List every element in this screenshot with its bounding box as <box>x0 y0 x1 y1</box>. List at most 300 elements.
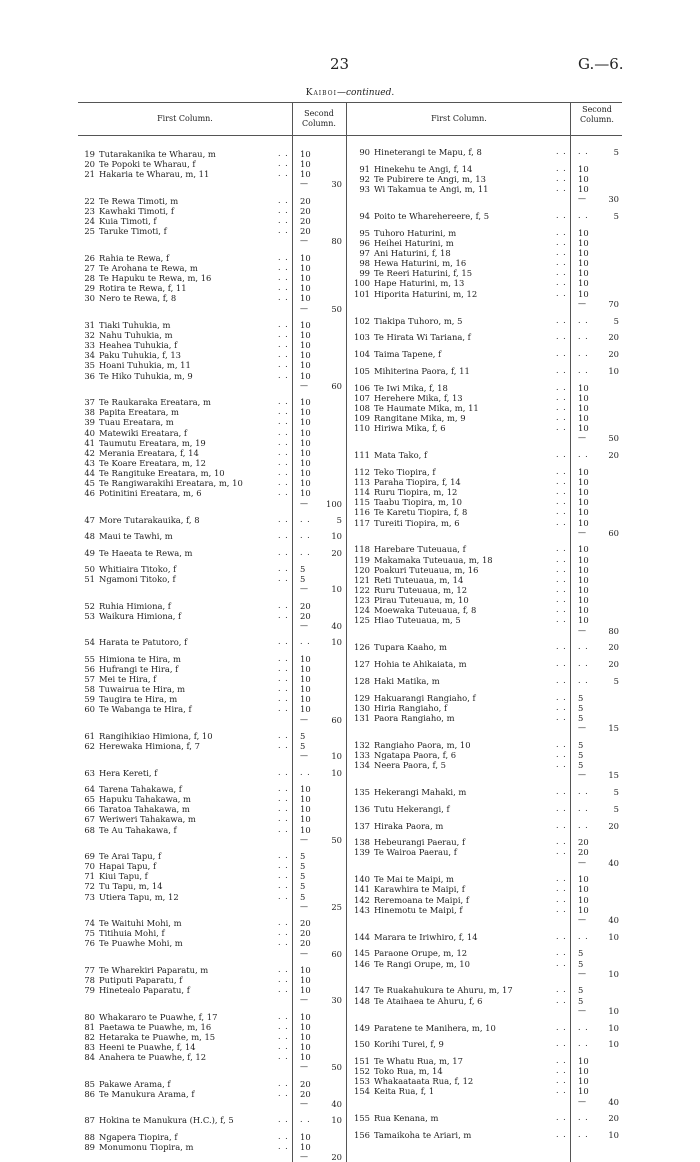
leader-dots: . . <box>556 894 567 904</box>
leader-dots: . . <box>556 365 567 375</box>
list-item <box>78 804 190 814</box>
leader-dots: . . <box>278 417 289 427</box>
second-column-value: 10 <box>578 564 589 575</box>
second-column-value: 10 <box>300 824 311 835</box>
subtitle-continued: —continued. <box>336 88 395 98</box>
entry-number: 110 <box>354 423 370 434</box>
list-item <box>78 1032 215 1042</box>
second-column-value: 10 <box>300 397 311 408</box>
entry-number: 74 <box>84 918 95 929</box>
leader-dots: . . <box>278 1052 289 1062</box>
list-item <box>78 861 156 871</box>
leader-dots: . . <box>578 210 589 220</box>
entry-name: Hinekehu te Angi, f, 14 <box>374 163 473 174</box>
entry-number: 60 <box>84 704 95 715</box>
leader-dots: . . <box>278 653 289 663</box>
list-item <box>348 268 472 278</box>
entry-number: 112 <box>354 466 370 477</box>
entry-name: Hoani Tuhukia, m, 11 <box>99 360 191 371</box>
entry-number: 142 <box>354 894 370 905</box>
sum-rule: — <box>578 770 586 780</box>
list-item <box>78 371 193 381</box>
entry-number: 44 <box>84 468 95 479</box>
leader-dots: . . <box>556 227 567 237</box>
col-divider-middle <box>346 102 347 1162</box>
entry-number: 77 <box>84 964 95 975</box>
second-column-value: 10 <box>300 783 311 794</box>
entry-number: 82 <box>84 1032 95 1042</box>
entry-number: 28 <box>84 273 95 284</box>
second-column-value: 5 <box>300 861 306 872</box>
entry-number: 86 <box>84 1088 95 1099</box>
entry-number: 121 <box>354 574 370 585</box>
second-column-value: 10 <box>578 904 589 915</box>
list-item <box>78 169 209 179</box>
second-column-value: 10 <box>578 874 589 885</box>
leader-dots: . . <box>556 749 567 759</box>
leader-dots: . . <box>556 173 567 183</box>
entry-number: 108 <box>354 402 370 413</box>
leader-dots: . . <box>278 673 289 683</box>
leader-dots: . . <box>578 659 589 669</box>
entry-number: 146 <box>354 958 370 969</box>
entry-number: 132 <box>354 739 370 750</box>
entry-number: 103 <box>354 332 370 343</box>
entry-number: 89 <box>84 1141 95 1152</box>
list-item <box>348 585 467 595</box>
entry-number: 102 <box>354 315 370 326</box>
second-column-value: 10 <box>300 293 311 304</box>
leader-dots: . . <box>278 1088 289 1098</box>
entry-number: 29 <box>84 283 95 294</box>
entry-name: Kawhaki Timoti, f <box>99 205 174 216</box>
leader-dots: . . <box>278 600 289 610</box>
sum-rule: — <box>300 498 308 508</box>
list-item <box>348 676 440 686</box>
entry-number: 116 <box>354 507 370 518</box>
group-total: 20 <box>608 1113 619 1124</box>
entry-name: Potinitini Ereatara, m, 6 <box>99 488 202 499</box>
entry-name: Te Rangituke Ereatara, m, 10 <box>99 468 225 479</box>
leader-dots: . . <box>278 804 289 814</box>
entry-number: 38 <box>84 407 95 418</box>
list-item <box>78 664 178 674</box>
list-item <box>348 258 466 268</box>
entry-number: 133 <box>354 749 370 760</box>
group-total: 30 <box>331 995 342 1006</box>
group-total: 5 <box>336 514 342 525</box>
group-total: 50 <box>331 834 342 845</box>
sum-rule: — <box>578 1096 586 1106</box>
list-item <box>78 350 181 360</box>
entry-number: 155 <box>354 1113 370 1124</box>
entry-number: 75 <box>84 928 95 939</box>
list-item <box>78 397 211 407</box>
entry-name: More Tutarakauika, f, 8 <box>99 514 200 525</box>
entry-name: Te Hapuku te Rewa, m, 16 <box>99 273 212 284</box>
entry-number: 83 <box>84 1042 95 1053</box>
second-column-value: 10 <box>578 466 589 477</box>
leader-dots: . . <box>556 184 567 194</box>
entry-number: 52 <box>84 600 95 611</box>
group-total: 20 <box>331 547 342 558</box>
list-item <box>78 1142 193 1152</box>
group-total: 15 <box>608 723 619 734</box>
list-item <box>78 985 190 995</box>
leader-dots: . . <box>278 694 289 704</box>
leader-dots: . . <box>278 574 289 584</box>
entry-number: 47 <box>84 514 95 525</box>
leader-dots: . . <box>556 958 567 968</box>
second-column-value: 5 <box>578 948 584 959</box>
list-item <box>348 184 489 194</box>
leader-dots: . . <box>578 1113 589 1123</box>
entry-number: 68 <box>84 824 95 835</box>
leader-dots: . . <box>556 702 567 712</box>
leader-dots: . . <box>556 278 567 288</box>
second-column-value: 20 <box>300 216 311 227</box>
list-item <box>348 383 448 393</box>
entry-number: 57 <box>84 673 95 684</box>
list-item <box>78 1052 206 1062</box>
second-column-value: 20 <box>300 938 311 949</box>
list-item <box>78 731 213 741</box>
entry-name: Reremoana te Maipi, f <box>374 894 469 905</box>
entry-number: 131 <box>354 712 370 723</box>
list-item <box>348 544 466 554</box>
entry-name: Heahea Tuhukia, f <box>99 340 178 351</box>
leader-dots: . . <box>278 447 289 457</box>
list-item <box>78 704 192 714</box>
list-item <box>78 564 176 574</box>
leader-dots: . . <box>278 1141 289 1151</box>
second-column-value: 10 <box>578 173 589 184</box>
second-column-value: 20 <box>300 1088 311 1099</box>
list-item <box>348 174 486 184</box>
leader-dots: . . <box>578 803 589 813</box>
second-column-value: 10 <box>578 412 589 423</box>
list-item <box>78 263 198 273</box>
entry-number: 139 <box>354 847 370 858</box>
sum-rule: — <box>578 194 586 204</box>
entry-number: 124 <box>354 605 370 616</box>
leader-dots: . . <box>556 675 567 685</box>
leader-dots: . . <box>556 659 567 669</box>
entry-name: Korihi Turei, f, 9 <box>374 1039 444 1050</box>
leader-dots: . . <box>278 1131 289 1141</box>
entry-name: Reti Tuteuaua, m, 14 <box>374 574 464 585</box>
group-total: 20 <box>608 332 619 343</box>
list-item <box>78 340 177 350</box>
leader-dots: . . <box>556 497 567 507</box>
leader-dots: . . <box>278 964 289 974</box>
group-total: 5 <box>613 675 619 686</box>
leader-dots: . . <box>556 476 567 486</box>
list-item <box>348 595 469 605</box>
second-column-value: 20 <box>300 205 311 216</box>
leader-dots: . . <box>278 871 289 881</box>
list-item <box>78 1115 234 1125</box>
entry-number: 134 <box>354 760 370 771</box>
list-item <box>78 253 169 263</box>
leader-dots: . . <box>278 767 289 777</box>
second-column-value: 10 <box>578 423 589 434</box>
group-total: 10 <box>331 531 342 542</box>
entry-name: Maui te Tawhi, m <box>99 531 173 542</box>
leader-dots: . . <box>278 252 289 262</box>
entry-name: Paraha Tiopira, f, 14 <box>374 476 461 487</box>
second-column-value: 20 <box>578 847 589 858</box>
entry-number: 149 <box>354 1022 370 1033</box>
leader-dots: . . <box>556 466 567 476</box>
second-column-value: 5 <box>578 749 584 760</box>
entry-number: 105 <box>354 365 370 376</box>
entry-number: 54 <box>84 637 95 648</box>
entry-name: Te Rangi Orupe, m, 10 <box>374 958 470 969</box>
entry-name: Ngamoni Titoko, f <box>99 574 176 585</box>
list-item <box>348 467 435 477</box>
sum-rule: — <box>300 1062 308 1072</box>
list-item <box>78 407 179 417</box>
second-column-value: 10 <box>578 517 589 528</box>
entry-number: 153 <box>354 1076 370 1087</box>
group-total: 40 <box>331 1099 342 1110</box>
entry-number: 66 <box>84 804 95 815</box>
leader-dots: . . <box>278 824 289 834</box>
sum-rule: — <box>300 179 308 189</box>
second-column-value: 5 <box>578 692 584 703</box>
leader-dots: . . <box>556 450 567 459</box>
leader-dots: . . <box>556 487 567 497</box>
entry-name: Hapuku Tahakawa, m <box>99 794 191 805</box>
second-column-value: 20 <box>300 195 311 206</box>
list-item <box>78 938 183 948</box>
leader-dots: . . <box>556 574 567 584</box>
entry-name: Marara te Iriwhiro, f, 14 <box>374 931 478 942</box>
leader-dots: . . <box>556 884 567 894</box>
second-column-value: 10 <box>300 663 311 674</box>
sum-rule: — <box>300 303 308 313</box>
list-item <box>348 487 457 497</box>
group-total: 60 <box>331 380 342 391</box>
entry-name: Taruke Timoti, f <box>99 226 167 237</box>
entry-number: 35 <box>84 360 95 371</box>
list-item <box>348 248 451 258</box>
entry-name: Tutarakanika te Wharau, m <box>99 149 216 159</box>
list-item <box>348 1130 471 1140</box>
right-first-column-header: First Column. <box>431 114 487 123</box>
sum-rule: — <box>300 751 308 761</box>
group-total: 5 <box>613 787 619 797</box>
entry-number: 25 <box>84 226 95 237</box>
group-total: 5 <box>613 210 619 221</box>
entry-name: Whakararo te Puawhe, f, 17 <box>99 1011 218 1022</box>
group-total: 30 <box>608 194 619 205</box>
list-item <box>348 366 470 376</box>
list-item <box>78 784 182 794</box>
entry-name: Harata te Patutoro, f <box>99 637 188 648</box>
group-total: 20 <box>608 642 619 653</box>
entry-name: Ngatapa Paora, f, 6 <box>374 749 457 760</box>
entry-name: Te Whatu Rua, m, 17 <box>374 1056 463 1066</box>
list-item <box>348 1039 444 1049</box>
sum-rule: — <box>578 857 586 867</box>
second-column-value: 10 <box>578 884 589 895</box>
entry-name: Te Koare Ereatara, m, 12 <box>99 458 206 468</box>
list-item <box>78 1012 217 1022</box>
list-item <box>78 741 200 751</box>
entry-name: Weriweri Tahakawa, m <box>99 814 196 825</box>
entry-number: 24 <box>84 216 95 227</box>
list-item <box>348 847 457 857</box>
entry-name: Te Waituhi Mohi, m <box>99 918 182 929</box>
second-column-value: 10 <box>578 402 589 413</box>
leader-dots: . . <box>278 783 289 793</box>
second-column-value: 10 <box>300 1021 311 1032</box>
leader-dots: . . <box>556 163 567 173</box>
entry-name: Te Hirata Wi Tariana, f <box>374 332 471 343</box>
entry-name: Te Haumate Mika, m, 11 <box>374 402 479 413</box>
entry-number: 152 <box>354 1066 370 1077</box>
entry-name: Mei te Hira, f <box>99 673 157 684</box>
leader-dots: . . <box>556 820 567 830</box>
second-column-value: 10 <box>578 615 589 626</box>
list-item <box>348 693 476 703</box>
entry-number: 104 <box>354 349 370 359</box>
second-column-value: 10 <box>300 350 311 361</box>
entry-name: Pirau Tuteuaua, m, 10 <box>374 595 469 606</box>
second-column-value: 10 <box>300 169 311 180</box>
entry-number: 95 <box>359 227 370 238</box>
entry-number: 45 <box>84 478 95 489</box>
entry-name: Rangiaho Paora, m, 10 <box>374 739 471 750</box>
leader-dots: . . <box>556 412 567 422</box>
left-second-column-header: Second Column. <box>302 109 336 128</box>
list-item <box>348 575 463 585</box>
entry-number: 19 <box>84 149 95 159</box>
second-column-value: 10 <box>578 595 589 606</box>
second-column-value: 10 <box>300 975 311 986</box>
leader-dots: . . <box>278 851 289 860</box>
group-total: 60 <box>331 948 342 959</box>
sum-rule: — <box>578 527 586 537</box>
second-column-value: 10 <box>300 340 311 351</box>
group-total: 10 <box>608 1130 619 1141</box>
entry-number: 140 <box>354 874 370 885</box>
entry-name: Herehere Mika, f, 13 <box>374 392 463 403</box>
leader-dots: . . <box>556 315 567 325</box>
leader-dots: . . <box>556 564 567 574</box>
entry-name: Poakuri Tuteuaua, m, 16 <box>374 564 479 575</box>
leader-dots: . . <box>278 468 289 478</box>
entry-name: Ngapera Tiopira, f <box>99 1131 178 1142</box>
entry-name: Ruru Tiopira, m, 12 <box>374 487 458 498</box>
leader-dots: . . <box>278 684 289 694</box>
group-total: 50 <box>608 433 619 444</box>
leader-dots: . . <box>300 531 311 541</box>
second-column-value: 20 <box>300 1078 311 1089</box>
leader-dots: . . <box>300 547 311 557</box>
entry-number: 30 <box>84 293 95 304</box>
second-column-value: 10 <box>300 1032 311 1042</box>
leader-dots: . . <box>278 226 289 236</box>
leader-dots: . . <box>278 637 289 647</box>
entry-name: Pakawe Arama, f <box>99 1078 171 1089</box>
second-column-value: 10 <box>300 407 311 418</box>
group-total: 40 <box>331 620 342 631</box>
entry-name: Te Mai te Maipi, m <box>374 874 454 885</box>
list-item <box>78 1042 196 1052</box>
sum-rule: — <box>578 723 586 733</box>
group-total: 60 <box>608 527 619 538</box>
second-column-value: 10 <box>578 382 589 393</box>
entry-number: 107 <box>354 392 370 403</box>
second-column-value: 10 <box>300 653 311 664</box>
leader-dots: . . <box>556 995 567 1005</box>
leader-dots: . . <box>278 610 289 620</box>
entry-name: Matewiki Ereatara, f <box>99 427 187 438</box>
entry-name: Merania Ereatara, f, 14 <box>99 447 199 458</box>
second-column-value: 10 <box>300 804 311 815</box>
second-column-value: 5 <box>578 712 584 723</box>
entry-name: Te Arohana te Rewa, m <box>99 262 198 273</box>
list-item <box>78 674 156 684</box>
second-column-value: 10 <box>578 507 589 518</box>
leader-dots: . . <box>278 891 289 901</box>
leader-dots: . . <box>278 663 289 673</box>
entry-name: Rotira te Rewa, f, 11 <box>99 283 187 294</box>
list-item <box>348 518 460 528</box>
list-item <box>348 605 476 615</box>
sum-rule: — <box>300 834 308 844</box>
list-item <box>348 985 513 995</box>
leader-dots: . . <box>556 268 567 278</box>
entry-number: 55 <box>84 653 95 664</box>
entry-number: 136 <box>354 803 370 814</box>
entry-number: 58 <box>84 684 95 695</box>
sum-rule: — <box>578 625 586 635</box>
list-item <box>78 515 200 525</box>
second-column-value: 5 <box>300 871 306 882</box>
entry-number: 26 <box>84 252 95 263</box>
leader-dots: . . <box>278 928 289 938</box>
leader-dots: . . <box>556 1039 567 1049</box>
second-column-value: 20 <box>300 226 311 237</box>
list-item <box>348 659 467 669</box>
leader-dots: . . <box>278 262 289 272</box>
leader-dots: . . <box>278 488 289 498</box>
second-column-value: 20 <box>300 918 311 929</box>
entry-number: 48 <box>84 531 95 542</box>
entry-number: 40 <box>84 427 95 438</box>
second-column-value: 10 <box>578 268 589 279</box>
leader-dots: . . <box>556 985 567 995</box>
leader-dots: . . <box>578 315 589 325</box>
leader-dots: . . <box>278 1042 289 1052</box>
list-item <box>348 413 466 423</box>
second-column-value: 10 <box>300 370 311 381</box>
entry-number: 33 <box>84 340 95 351</box>
leader-dots: . . <box>556 837 567 847</box>
sum-rule: — <box>300 1099 308 1109</box>
list-item <box>348 238 454 248</box>
leader-dots: . . <box>578 787 589 796</box>
second-column-value: 10 <box>300 1042 311 1053</box>
leader-dots: . . <box>556 1056 567 1065</box>
leader-dots: . . <box>556 1130 567 1140</box>
entry-number: 141 <box>354 884 370 895</box>
second-column-value: 10 <box>578 1056 589 1066</box>
